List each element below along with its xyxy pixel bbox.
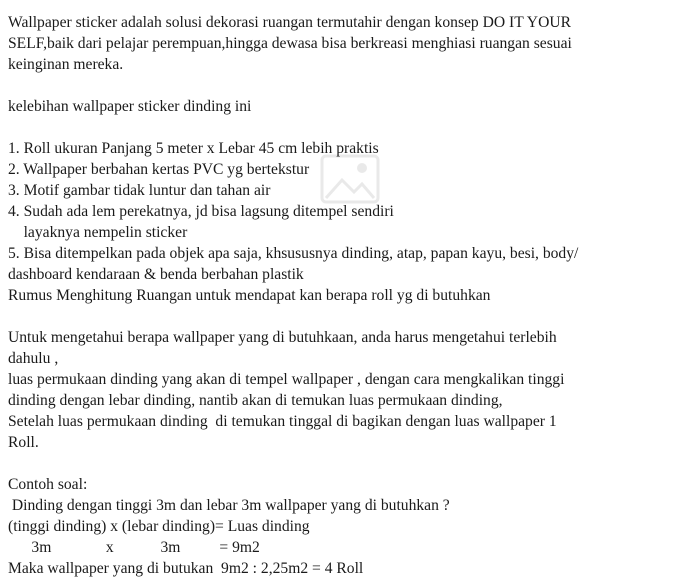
text-line: Maka wallpaper yang di butukan 9m2 : 2,25m2 = 4 Roll <box>8 560 364 577</box>
text-line: Rumus Menghitung Ruangan untuk mendapat kan berapa roll yg di butuhkan <box>8 287 491 304</box>
list-item: dashboard kendaraan & benda berbahan plastik <box>8 266 304 283</box>
text-line: Wallpaper sticker adalah solusi dekorasi ruangan termutahir dengan konsep DO IT YOUR <box>8 14 571 31</box>
text-line: dinding dengan lebar dinding, nantib akan di temukan luas permukaan dinding, <box>8 392 503 409</box>
text-line: SELF,baik dari pelajar perempuan,hingga dewasa bisa berkreasi menghiasi ruangan sesuai <box>8 35 572 52</box>
blank-line <box>8 75 670 96</box>
text-line: luas permukaan dinding yang akan di tempel wallpaper , dengan cara mengkalikan tinggi <box>8 371 565 388</box>
text-line: dahulu , <box>8 350 59 367</box>
text-line: Dinding dengan tinggi 3m dan lebar 3m wallpaper yang di butuhkan ? <box>8 497 450 514</box>
text-line: (tinggi dinding) x (lebar dinding)= Luas dinding <box>8 518 310 535</box>
blank-line <box>8 117 670 138</box>
list-item: 4. Sudah ada lem perekatnya, jd bisa lagsung ditempel sendiri <box>8 203 394 220</box>
explanation-paragraph <box>8 327 670 453</box>
article-body <box>8 12 670 579</box>
text-line: Roll. <box>8 434 39 451</box>
text-line: keinginan mereka. <box>8 56 124 73</box>
list-item: 1. Roll ukuran Panjang 5 meter x Lebar 45 cm lebih praktis <box>8 140 379 157</box>
example-block <box>8 495 670 579</box>
text-line: Setelah luas permukaan dinding di temukan tinggal di bagikan dengan luas wallpaper 1 <box>8 413 557 430</box>
blank-line <box>8 306 670 327</box>
list-item: layaknya nempelin sticker <box>8 224 188 241</box>
list-item: 5. Bisa ditempelkan pada objek apa saja, khsususnya dinding, atap, papan kayu, besi, body/ <box>8 245 579 262</box>
example-heading: Contoh soal: <box>8 476 88 493</box>
text-line: 3m x 3m = 9m2 <box>8 539 260 556</box>
list-item: 3. Motif gambar tidak luntur dan tahan air <box>8 182 271 199</box>
text-line: Untuk mengetahui berapa wallpaper yang di butuhkaan, anda harus mengetahui terlebih <box>8 329 557 346</box>
list-item: 2. Wallpaper berbahan kertas PVC yg bertekstur <box>8 161 310 178</box>
benefits-heading: kelebihan wallpaper sticker dinding ini <box>8 98 252 115</box>
intro-paragraph <box>8 12 670 75</box>
blank-line <box>8 453 670 474</box>
benefits-list <box>8 138 670 306</box>
